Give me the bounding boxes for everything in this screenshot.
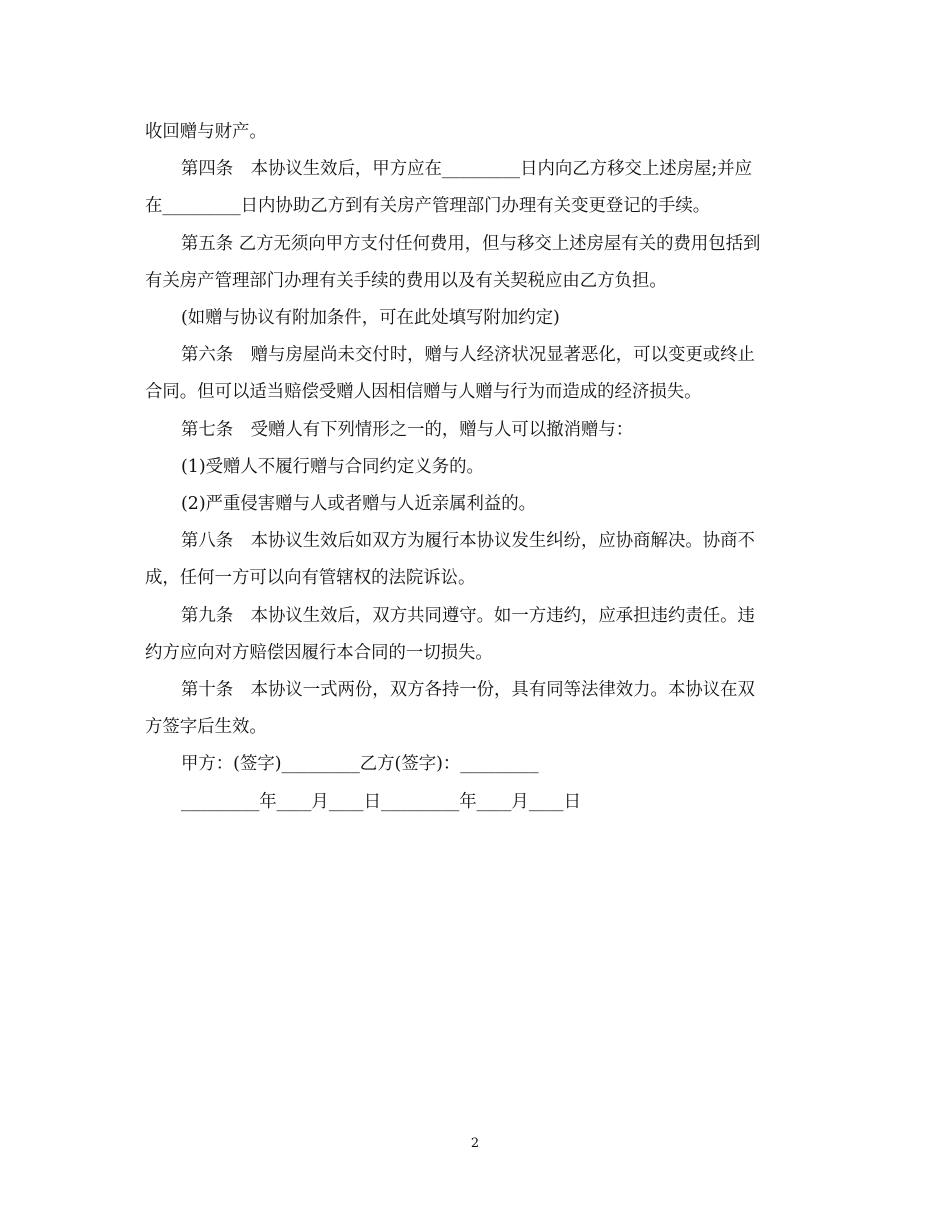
article-6-line: 第六条 赠与房屋尚未交付时，赠与人经济状况显著恶化，可以变更或终止 xyxy=(181,345,755,366)
text-line: 收回赠与财产。 xyxy=(145,122,267,142)
document-body xyxy=(145,114,807,821)
text-line: 约方应向对方赔偿因履行本合同的一切损失。 xyxy=(145,642,493,663)
text-line: 成，任何一方可以向有管辖权的法院诉讼。 xyxy=(145,568,476,589)
text-line: 在_________日内协助乙方到有关房产管理部门办理有关变更登记的手续。 xyxy=(145,196,711,217)
text-line: 有关房产管理部门办理有关手续的费用以及有关契税应由乙方负担。 xyxy=(145,270,667,291)
article-8-line: 第八条 本协议生效后如双方为履行本协议发生纠纷，应协商解决。协商不 xyxy=(181,531,755,552)
page-number: 2 xyxy=(470,1136,480,1151)
additional-terms-note: (如赠与协议有附加条件，可在此处填写附加约定) xyxy=(181,308,560,329)
signature-line: 甲方：(签字)_________乙方(签字)：_________ xyxy=(181,754,539,775)
article-7-item-1: (1)受赠人不履行赠与合同约定义务的。 xyxy=(181,456,484,477)
article-10-line: 第十条 本协议一式两份，双方各持一份，具有同等法律效力。本协议在双 xyxy=(181,680,755,701)
article-7-line: 第七条 受赠人有下列情形之一的，赠与人可以撤消赠与： xyxy=(181,419,634,440)
date-line: _________年____月____日_________年____月____日 xyxy=(181,791,581,812)
article-7-item-2: (2)严重侵害赠与人或者赠与人近亲属利益的。 xyxy=(181,494,537,515)
article-9-line: 第九条 本协议生效后，双方共同遵守。如一方违约，应承担违约责任。违 xyxy=(181,605,755,626)
article-5-line: 第五条 乙方无须向甲方支付任何费用，但与移交上述房屋有关的费用包括到 xyxy=(181,233,761,254)
text-line: 方签字后生效。 xyxy=(145,717,267,738)
article-4-line: 第四条 本协议生效后，甲方应在_________日内向乙方移交上述房屋;并应 xyxy=(181,159,753,180)
text-line: 合同。但可以适当赔偿受赠人因相信赠与人赠与行为而造成的经济损失。 xyxy=(145,382,702,403)
